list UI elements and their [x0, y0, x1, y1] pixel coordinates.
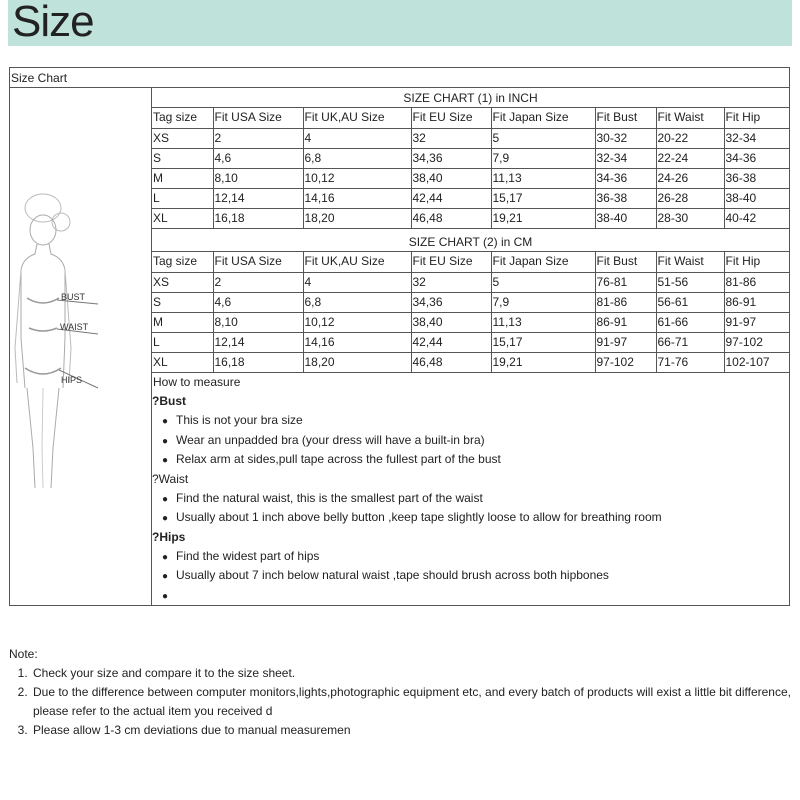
table-cell: XS	[152, 128, 213, 148]
table-cell: 81-86	[595, 292, 656, 312]
note-item: 2. Due to the difference between computer monitors,lights,photographic equipment etc, and every batch of products will exist a little bit difference, please refer to the actual item you received d	[31, 683, 794, 721]
list-item-text: Find the natural waist, this is the smallest part of the waist	[176, 490, 483, 505]
notes-heading: Note:	[9, 647, 38, 661]
table-cell: 5	[491, 272, 595, 292]
table-cell: 15,17	[491, 188, 595, 208]
table-cell: 38-40	[595, 208, 656, 228]
table-cell: 11,13	[491, 168, 595, 188]
table-cell: 11,13	[491, 312, 595, 332]
table-cell: 42,44	[411, 188, 491, 208]
table-cell: 4	[303, 128, 411, 148]
size-chart-title: Size Chart	[10, 68, 789, 88]
table-row	[152, 332, 790, 352]
list-item	[152, 508, 789, 528]
size-chart-cm-table	[152, 252, 790, 373]
list-item-text: Relax arm at sides,pull tape across the fullest part of the bust	[176, 452, 501, 466]
table-header-row	[152, 252, 790, 272]
table-cell: 2	[213, 272, 303, 292]
table-cell: 38,40	[411, 312, 491, 332]
column-header: Fit Bust	[595, 252, 656, 272]
table-cell: S	[152, 148, 213, 168]
table-cell: 24-26	[656, 168, 724, 188]
list-item	[152, 431, 789, 451]
column-header: Fit USA Size	[213, 108, 303, 128]
column-header: Fit EU Size	[411, 252, 491, 272]
column-header: Fit Waist	[656, 108, 724, 128]
table-cell: 34,36	[411, 148, 491, 168]
how-to-measure	[152, 373, 789, 605]
table-cell: 6,8	[303, 148, 411, 168]
table-cell: 32-34	[595, 148, 656, 168]
column-header: Fit Hip	[724, 108, 790, 128]
column-header: Fit Hip	[724, 252, 790, 272]
table-cell: 32	[411, 128, 491, 148]
bust-label: BUST	[61, 292, 86, 302]
table-cell: 76-81	[595, 272, 656, 292]
table-cell: 12,14	[213, 332, 303, 352]
column-header: Fit EU Size	[411, 108, 491, 128]
table-cell: 34-36	[724, 148, 790, 168]
table-cell: 5	[491, 128, 595, 148]
table-cell: 18,20	[303, 352, 411, 372]
table-cell: 34-36	[595, 168, 656, 188]
figure-cell	[10, 88, 152, 605]
how-to-measure-heading: How to measure	[153, 375, 241, 389]
waist-section-title: ?Waist	[152, 471, 189, 486]
table-cell: L	[152, 188, 213, 208]
header-banner	[8, 0, 792, 46]
table-cell: 19,21	[491, 352, 595, 372]
table-cell: 38,40	[411, 168, 491, 188]
table-cell: 4,6	[213, 148, 303, 168]
table-cell: L	[152, 332, 213, 352]
body-measure-figure	[13, 188, 128, 508]
notes-section	[9, 645, 794, 740]
table-cell: 8,10	[213, 168, 303, 188]
table-cell: 46,48	[411, 208, 491, 228]
table-row	[152, 188, 790, 208]
table-cell: 10,12	[303, 312, 411, 332]
table-cell: 32	[411, 272, 491, 292]
table-cell: 22-24	[656, 148, 724, 168]
table-row	[152, 272, 790, 292]
list-item	[152, 547, 789, 567]
table-cell: 19,21	[491, 208, 595, 228]
table-row	[152, 208, 790, 228]
column-header: Tag size	[152, 252, 213, 272]
list-item-text: Wear an unpadded bra (your dress will have a built-in bra)	[176, 432, 485, 447]
table-cell: 102-107	[724, 352, 790, 372]
table-cell: 6,8	[303, 292, 411, 312]
table-row	[152, 128, 790, 148]
table-row	[152, 292, 790, 312]
table-cell: 81-86	[724, 272, 790, 292]
table-row	[152, 312, 790, 332]
table-row	[152, 352, 790, 372]
table-cell: 2	[213, 128, 303, 148]
table-cell: 86-91	[595, 312, 656, 332]
bullet-icon: ●	[162, 435, 169, 447]
table-cell: XL	[152, 352, 213, 372]
size-chart-frame	[9, 67, 790, 606]
column-header: Fit Japan Size	[491, 252, 595, 272]
list-item	[152, 566, 789, 586]
table-cell: 56-61	[656, 292, 724, 312]
table-cell: 97-102	[595, 352, 656, 372]
page-title: Size	[12, 0, 94, 46]
table-cell: 16,18	[213, 352, 303, 372]
list-item	[152, 450, 789, 470]
table-cell: XL	[152, 208, 213, 228]
table-cell: 14,16	[303, 332, 411, 352]
table-cell: 38-40	[724, 188, 790, 208]
table-cell: 15,17	[491, 332, 595, 352]
table-cell: 51-56	[656, 272, 724, 292]
table-cell: 91-97	[595, 332, 656, 352]
table-cell: XS	[152, 272, 213, 292]
list-item	[152, 586, 789, 606]
list-item-text: This is not your bra size	[176, 413, 303, 427]
bullet-icon: ●	[162, 493, 169, 505]
table-cell: 36-38	[724, 168, 790, 188]
table-cell: 4	[303, 272, 411, 292]
table-header-row	[152, 108, 790, 128]
list-item-text: Usually about 1 inch above belly button ,keep tape slightly loose to allow for breathing room	[176, 510, 662, 524]
table-cell: S	[152, 292, 213, 312]
column-header: Fit Bust	[595, 108, 656, 128]
table-cell: 16,18	[213, 208, 303, 228]
bust-section-title: ?Bust	[152, 394, 186, 408]
waist-instructions	[152, 489, 789, 528]
table-cell: 71-76	[656, 352, 724, 372]
size-chart-inch-table	[152, 108, 790, 229]
list-item	[152, 411, 789, 431]
table-cell: 7,9	[491, 292, 595, 312]
table-cell: 20-22	[656, 128, 724, 148]
table-cell: 40-42	[724, 208, 790, 228]
notes-list	[9, 664, 794, 740]
table-cell: 10,12	[303, 168, 411, 188]
waist-label: WAIST	[60, 322, 89, 332]
table-cell: 86-91	[724, 292, 790, 312]
bullet-icon: ●	[162, 513, 169, 524]
table-cell: 28-30	[656, 208, 724, 228]
table-cell: 97-102	[724, 332, 790, 352]
bullet-icon: ●	[162, 571, 169, 582]
table-cell: 14,16	[303, 188, 411, 208]
column-header: Fit UK,AU Size	[303, 252, 411, 272]
bullet-icon: ●	[162, 455, 169, 466]
table-cell: 32-34	[724, 128, 790, 148]
note-item: 3. Please allow 1-3 cm deviations due to manual measuremen	[31, 721, 794, 740]
bullet-icon: ●	[162, 590, 169, 602]
table-cell: 36-38	[595, 188, 656, 208]
table-cell: M	[152, 168, 213, 188]
column-header: Fit USA Size	[213, 252, 303, 272]
list-item-text: Usually about 7 inch below natural waist ,tape should brush across both hipbones	[176, 568, 609, 582]
bust-instructions	[152, 411, 789, 470]
table-cell: 61-66	[656, 312, 724, 332]
bullet-icon: ●	[162, 551, 169, 563]
table-cell: 26-28	[656, 188, 724, 208]
bullet-icon: ●	[162, 416, 169, 427]
table-cell: 42,44	[411, 332, 491, 352]
table-cell: M	[152, 312, 213, 332]
table-cell: 30-32	[595, 128, 656, 148]
column-header: Fit Japan Size	[491, 108, 595, 128]
list-item	[152, 489, 789, 509]
table-cell: 34,36	[411, 292, 491, 312]
table-cell: 18,20	[303, 208, 411, 228]
chart2-title: SIZE CHART (2) in CM	[152, 232, 789, 252]
chart1-title: SIZE CHART (1) in INCH	[152, 88, 789, 108]
table-cell: 12,14	[213, 188, 303, 208]
table-row	[152, 168, 790, 188]
column-header: Fit Waist	[656, 252, 724, 272]
column-header: Fit UK,AU Size	[303, 108, 411, 128]
table-cell: 91-97	[724, 312, 790, 332]
table-row	[152, 148, 790, 168]
table-cell: 8,10	[213, 312, 303, 332]
table-cell: 7,9	[491, 148, 595, 168]
column-header: Tag size	[152, 108, 213, 128]
hips-label: HIPS	[61, 375, 83, 385]
table-cell: 4,6	[213, 292, 303, 312]
list-item-text: Find the widest part of hips	[176, 548, 320, 563]
hips-instructions	[152, 547, 789, 606]
note-item: 1. Check your size and compare it to the size sheet.	[31, 664, 794, 683]
hips-section-title: ?Hips	[152, 529, 186, 544]
table-cell: 66-71	[656, 332, 724, 352]
table-cell: 46,48	[411, 352, 491, 372]
